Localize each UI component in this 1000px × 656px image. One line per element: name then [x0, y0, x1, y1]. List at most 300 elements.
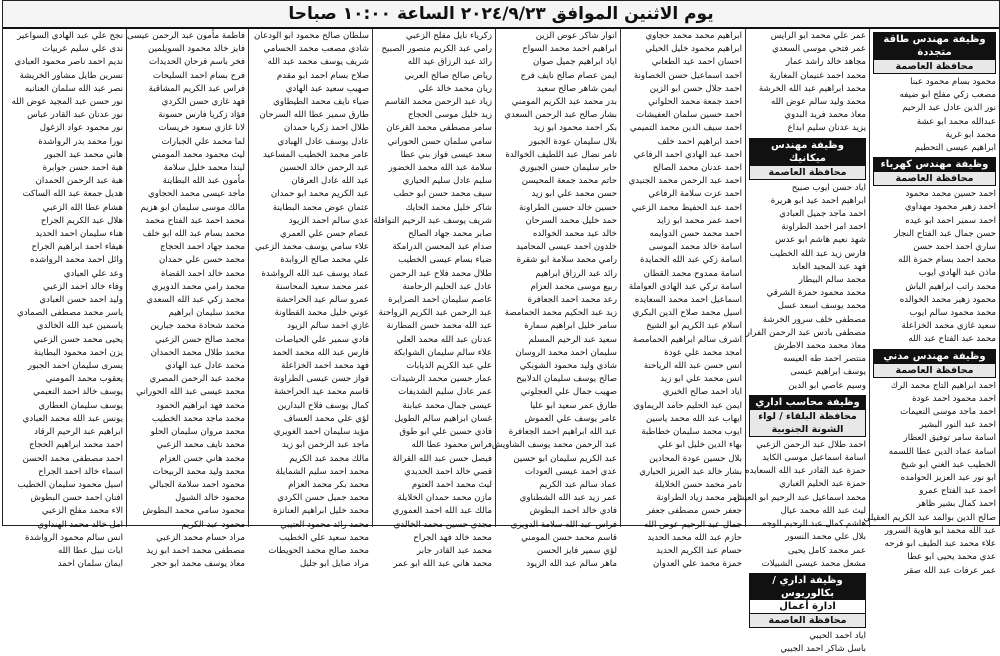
name-entry: عمر فتحي موسى السعدي: [772, 44, 866, 55]
names-list: [733, 439, 866, 571]
name-entry: طلال محمد فلاح عبد الرحمن: [389, 268, 492, 279]
name-entry: تامر نضال عبد اللطيف الخوالدة: [505, 149, 617, 160]
name-entry: نسرين طايل مشاور الخريشة: [19, 70, 123, 81]
name-entry: فادي سمير علي الحياصات: [275, 334, 369, 345]
job-governorate: محافظة العاصمة: [874, 59, 995, 73]
name-entry: لما محمد علي الجبارات: [161, 136, 245, 147]
name-entry: صهيب سعيد عبد الهادي: [285, 83, 369, 94]
name-entry: احسان احمد عيد الطعاني: [651, 57, 742, 68]
name-entry: عامر محمد الخطيب المساعيد: [262, 149, 369, 160]
name-entry: محمد جهاد احمد الحجاج: [160, 242, 245, 253]
document-page: [2, 0, 1000, 655]
name-entry: زياد عبد الرحمن محمد القاسم: [384, 97, 492, 108]
name-entry: حمزة محمد علي العدوان: [653, 559, 742, 570]
name-entry: فادي حسين علي ابو طوق: [399, 427, 492, 438]
name-entry: طلال احمد زكريا حمدان: [283, 123, 369, 134]
name-entry: محمود احمد سلامة الجبالي: [149, 479, 245, 490]
name-entry: يسرى سليمان احمد الجبور: [27, 361, 123, 372]
name-entry: ماجد عبد الرحمن ابو زيد: [281, 440, 369, 451]
name-entry: محمد ابو غرية: [945, 129, 996, 140]
name-entry: احمد محمد ابراهيم الحجاج: [28, 440, 123, 451]
name-entry: ياسر محمد مصطفى الصمادي: [17, 308, 123, 319]
name-entry: محمد محمود سالم ايوب: [909, 308, 996, 319]
name-entry: محمد عادل عبد الهادي: [164, 361, 245, 372]
name-entry: نور الدين عادل عبد الرحيم: [902, 103, 996, 114]
name-entry: مصعب زكي مفلح ابو ضيفه: [899, 90, 996, 101]
name-entry: تامر محمد حسن الخلايلة: [654, 479, 742, 490]
name-entry: فراس عبد الله سلامة الدويري: [510, 519, 617, 530]
name-entry: احمد طلال عبد الرحمن الزعبي: [756, 439, 866, 450]
name-entry: معاذ يوسف محمد ابو حجر: [151, 559, 245, 570]
page-header: [3, 1, 999, 29]
name-entry: محمد عبد القادر جابر: [416, 545, 492, 556]
names-list: [745, 182, 866, 393]
name-entry: فهد محمد احمد الخزاعلة: [281, 361, 369, 372]
name-entry: عمر عادل سليم الشديفات: [398, 387, 492, 398]
name-entry: عدي سالم احمد الزيود: [288, 215, 369, 226]
name-entry: هاشم كمال عبد الرحيم الوجه: [762, 519, 866, 530]
name-entry: زيد عبد الحكيم محمد الحمامصة: [504, 308, 617, 319]
name-entry: ماجد عيسى محمد الحجاوي: [147, 189, 245, 200]
name-entry: احمد زهير محمود مهداوي: [904, 202, 996, 213]
name-entry: محمد رائد محمود العتيبي: [280, 519, 369, 530]
name-entry: عبد الرحمن عبد الكريم الرواحنة: [378, 308, 492, 319]
names-list: [373, 30, 492, 571]
name-entry: هبة عبد الرحمن الحمدان: [35, 176, 123, 187]
job-box-admin-accountant: [749, 395, 866, 437]
name-entry: نور محمود عواد الزغول: [39, 123, 123, 134]
name-entry: عبد الكريم سليمان ابو حسين: [513, 453, 617, 464]
column-2: [733, 29, 869, 655]
name-entry: محمد نايف محمد الزعبي: [156, 440, 245, 451]
name-entry: احمد عمر محمد ابو زايد: [656, 215, 742, 226]
name-entry: ربيع موسى محمد العزام: [530, 281, 617, 292]
name-entry: محمد مروان سليمان الحلو: [150, 427, 245, 438]
name-entry: محمد صالح محمد الحويطات: [268, 545, 369, 556]
name-entry: امجد محمد علي عودة: [664, 347, 742, 358]
name-entry: وفاء خالد احمد الزعبي: [43, 281, 123, 292]
job-governorate: محافظة العاصمة: [874, 171, 995, 185]
name-entry: محمود سامي محمد البطوش: [142, 506, 245, 517]
name-entry: فارس عبد الله محمد الحمد: [272, 347, 369, 358]
name-entry: شادي مصعب محمد الحسامي: [263, 44, 369, 55]
name-entry: امل خالد محمد الهنداوي: [37, 519, 123, 530]
name-entry: حمد خليل محمد السرحان: [525, 215, 617, 226]
name-entry: فراس عبد الكريم المشاقبة: [148, 83, 245, 94]
name-entry: طارق سمير عطا الله السرحان: [259, 110, 369, 121]
name-entry: محمد احمد غنيمان المغارية: [769, 70, 866, 81]
name-entry: صدام عبد المحسن الدرامكة: [392, 242, 492, 253]
name-entry: محمد خالد فهد الجراح: [413, 532, 492, 543]
name-entry: بلال سليمان عودة الجبور: [528, 136, 617, 147]
name-entry: فهد غازي حسن الكردي: [161, 97, 245, 108]
name-entry: فاطمة مأمون عبد الرحمن عيسى: [127, 31, 245, 41]
name-entry: يوسف خالد احمد النعيمي: [33, 387, 123, 398]
name-entry: عبد الرحمن خالد الحسين: [279, 163, 369, 174]
name-entry: احمد سيف الدين محمد التميمي: [629, 123, 742, 134]
name-entry: اياد احمد الحيبي: [809, 630, 866, 641]
name-entry: محمد احمد عبد الفتاح محمد: [145, 215, 245, 226]
name-entry: احمد ابراهيم التاج محمد الرك: [890, 380, 996, 391]
name-entry: انس سالم محمود الرواشدة: [25, 532, 123, 543]
name-entry: اسامة خالد محمد الموسى: [648, 242, 742, 253]
name-entry: محمد بسام عبد الله ابو خلف: [142, 229, 245, 240]
name-entry: يزيد عدنان سليم ابداع: [787, 123, 866, 134]
name-entry: ابراهيم احمد محمد السواح: [522, 44, 617, 55]
name-entry: اشرف سالم ابراهيم الحمامصة: [632, 334, 742, 345]
name-entry: محمود زهير محمد الخوالده: [899, 294, 996, 305]
job-box-admin-bachelor: [749, 573, 866, 628]
name-entry: مالك موسى سليمان ابو هزيم: [140, 202, 245, 213]
name-entry: وليد احمد حسن العبادي: [39, 295, 123, 306]
name-entry: فواز حسن عيسى الطراونة: [273, 374, 369, 385]
job-box-mechanical: [749, 138, 866, 180]
name-entry: يعقوب محمد المومني: [45, 374, 123, 385]
name-entry: محمد هاني حسن العزام: [159, 453, 245, 464]
name-entry: الخطيب عبد الغني ابو شيخ: [900, 459, 996, 470]
name-entry: ريان محمد خالد علي: [418, 83, 492, 94]
name-entry: فؤاد زكريا فارس حسونة: [158, 110, 245, 121]
name-entry: ايات نبيل عطا الله: [57, 545, 123, 556]
name-entry: مالك عبد الله احمد العموري: [392, 506, 492, 517]
job-box-civil: [873, 349, 996, 378]
names-list: [873, 76, 996, 155]
name-entry: صابر محمد جهاد الصالح: [408, 229, 492, 240]
job-title: وظيفة مهندس مدني: [874, 350, 995, 363]
name-entry: يوسف سليمان العطاري: [38, 400, 123, 411]
name-entry: فخر باسم فرحان الحديدات: [148, 57, 245, 68]
name-entry: محمد عيسى عبد الله الحوراني: [136, 387, 245, 398]
names-list: [863, 380, 996, 578]
name-entry: اسامة ممدوح محمد القطان: [643, 268, 742, 279]
name-entry: محمد بكر محمد العزام: [288, 479, 369, 490]
job-specialty: ادارة أعمال: [779, 600, 836, 612]
name-entry: بدر محمد عبد الكريم المومني: [511, 97, 617, 108]
name-entry: محمد حسن علي حمدان: [159, 255, 245, 266]
name-entry: ثامر محمد زياد الطراونة: [656, 493, 742, 504]
name-entry: محمد سالم البيطار: [798, 275, 866, 286]
column-5: [372, 29, 495, 570]
name-entry: عمرو سالم عيد الحراحشة: [276, 295, 369, 306]
name-entry: محمد راتب ابراهيم الباش: [905, 281, 996, 292]
name-entry: محمد رامي محمد الدويري: [151, 281, 245, 292]
name-entry: فرح بسام احمد السليحات: [152, 70, 245, 81]
name-entry: علي عبد الكريم الذيابات: [406, 361, 492, 372]
name-entry: حازم عبد الله محمد الحديد: [647, 532, 742, 543]
name-entry: فيصل حسن عبد الله القرالة: [392, 453, 492, 464]
name-entry: احمد حسين محمد محمود: [905, 189, 996, 200]
name-entry: احمد جلال حسن ابو الزين: [649, 83, 742, 94]
name-entry: نورا محمد بدر الرواشدة: [38, 136, 123, 147]
name-entry: هلال عبد الكريم الجراح: [40, 215, 123, 226]
name-entry: اسلام عبد الكريم ابو الشيخ: [646, 321, 742, 332]
column-7: [126, 29, 248, 570]
name-entry: عمر محمد سعيد المحاسنة: [275, 281, 369, 292]
name-entry: محمد جميل حسن الكردي: [277, 493, 369, 504]
name-entry: سلطان صالح محمود ابو الودعان: [254, 31, 369, 41]
name-entry: رعد محمد احمد الجعافرة: [527, 295, 617, 306]
name-entry: وسيم عاصي ابو الدين: [788, 380, 866, 391]
job-governorate: محافظة العاصمة: [750, 165, 865, 179]
name-entry: هيفاء احمد ابراهيم الجراح: [31, 242, 123, 253]
name-entry: مصطفى محمد احمد ابو زيد: [146, 545, 245, 556]
name-entry: احمد امر احمد الطراونة: [781, 222, 866, 233]
name-entry: هاني محمد عيد الجبور: [44, 149, 123, 160]
name-entry: نديم احمد ناصر محمود العبادي: [14, 57, 123, 68]
name-entry: صهيب جمال علي العجلوني: [520, 387, 617, 398]
column-8: [3, 29, 126, 570]
name-entry: مراد صايل ابو جليل: [299, 559, 369, 570]
name-entry: صالح يوسف سليمان الدلابيح: [516, 374, 617, 385]
name-entry: نجح علي عبد الهادي السواعير: [17, 31, 123, 41]
name-entry: سامر خليل ابراهيم سمارة: [524, 321, 617, 332]
name-entry: نور عدنان عبد القادر عباس: [27, 110, 123, 121]
name-entry: سامي سلمان حسن الحوراني: [387, 136, 492, 147]
name-entry: عاصم سليمان احمد الصرايرة: [388, 295, 492, 306]
name-entry: اسامة تركي عبد الهادي العواملة: [628, 281, 742, 292]
name-entry: ايمن عبد الحليم حامد الريماوي: [633, 400, 742, 411]
name-entry: مأمون عبد الله البطاينة: [162, 176, 245, 187]
name-entry: محمد وليد محمد الربيحات: [152, 466, 245, 477]
name-entry: عمر محمد كامل يحيى: [787, 545, 866, 556]
name-entry: محمد شحادة محمد جبارين: [150, 321, 245, 332]
name-entry: ياسمين عبد الله الخالدي: [36, 321, 123, 332]
name-entry: فايز خالد محمود السويلمين: [148, 44, 245, 55]
name-entry: محمد خليل ابراهيم العنانزة: [273, 506, 369, 517]
name-entry: حسن محمد علي ابو زيد: [531, 189, 617, 200]
name-entry: ليندا محمد خليل سلامة: [163, 163, 245, 174]
name-entry: بكر احمد محمود ابو زيد: [533, 123, 617, 134]
name-entry: عبد الله عادل العرقان: [291, 176, 369, 187]
name-entry: هديل جمعة عبد الله الساكت: [22, 189, 123, 200]
name-entry: شادي وليد محمود الشوبكي: [519, 361, 617, 372]
name-entry: محمد عبد الرحمن المصري: [149, 374, 245, 385]
name-entry: شريف يوسف عبد الرحيم النوافلة: [373, 215, 492, 226]
name-entry: رامي عبد الكريم منصور الصبيح: [381, 44, 492, 55]
name-entry: قاسم محمد حسن المومني: [521, 532, 617, 543]
name-entry: عوني خليل محمد القطاونة: [274, 308, 369, 319]
name-entry: ليث محمود محمد المومني: [151, 149, 245, 160]
name-entry: احمد عبد الهادي احمد الرفاعي: [633, 149, 742, 160]
job-title: وظيفة مهندس كهرباء: [874, 158, 995, 171]
name-entry: حابر سليمان حسن الجبوري: [519, 163, 617, 174]
name-entry: مجاهد خالد راشد عمار: [785, 57, 866, 68]
name-entry: ايمن شاهر صالح سعيد: [536, 83, 617, 94]
name-entry: حسين خالد حسين الطراونة: [519, 202, 617, 213]
name-entry: مشعل محمد عيسى الشبيلات: [761, 558, 866, 569]
name-entry: اياد ابراهيم جميل صوان: [533, 57, 617, 68]
name-entry: ابراهيم عيسى التحطيم: [914, 143, 996, 154]
name-entry: انس حسن عبد الله الرياحنة: [643, 361, 742, 372]
name-entry: ابراهيم محمود خليل الحيلي: [645, 44, 742, 55]
name-entry: عماد يوسف عبد الله الرواشدة: [261, 268, 369, 279]
name-entry: سعيد غازي محمد الخزاعلة: [901, 321, 996, 332]
name-entry: صالح الدين بوالمد عبد الكريم العقيلي: [863, 512, 996, 523]
name-entry: اسماء خالد احمد الجراح: [38, 466, 123, 477]
name-entry: ليث محمد احمد العتوم: [411, 479, 492, 490]
name-entry: احمد عبد النور البشير: [919, 420, 996, 431]
name-entry: محمود خالد الشبول: [175, 493, 245, 504]
name-entry: محمد خالد احمد القضاة: [161, 268, 245, 279]
name-entry: احمد كمال بشير ظاهر: [916, 499, 996, 510]
name-entry: لؤي سمير فايز الحسن: [536, 545, 617, 556]
name-entry: يزن احمد محمود البطاينة: [33, 347, 123, 358]
name-entry: علي محمد صالح الروابدة: [280, 255, 369, 266]
name-entry: طارق عمر سعيد ابو عليا: [530, 400, 617, 411]
name-entry: محمد سليمان ابراهيم: [168, 308, 245, 319]
name-entry: اياد احمد صالح الخيري: [662, 387, 742, 398]
job-box-renewable-energy: [873, 32, 996, 74]
names-list: [624, 30, 742, 571]
name-entry: رائد عبد الرزاق ابراهيم: [535, 268, 617, 279]
name-entry: ابراهيم محمد محمد حجاوي: [645, 31, 742, 41]
name-entry: عدي احمد عيسى العودات: [524, 466, 617, 477]
name-entry: عصام حسن علي العمري: [280, 229, 369, 240]
name-entry: عبدالله محمد ابو عشة: [916, 116, 996, 127]
name-entry: علاء محمد عبد الطيف ابو فرحه: [884, 539, 996, 550]
name-entry: محمد محمود حمزة الشرقي: [766, 288, 866, 299]
name-entry: مؤيد سليمان احمد الغويري: [273, 427, 369, 438]
name-entry: ضياء بسام عيسى الخطيب: [398, 255, 492, 266]
name-entry: سليمان احمد محمد الروسان: [515, 347, 617, 358]
name-entry: حسن جمال عبد الفتاح النجار: [894, 228, 996, 239]
name-entry: ندى علي سليم عربيات: [42, 44, 123, 55]
name-entry: بهاء الدين خليل ابو علي: [657, 440, 742, 451]
name-entry: محمد ابراهيم عبد الله الخرشة: [758, 83, 866, 94]
name-entry: محمد ماجد محمد الخطيب: [151, 413, 245, 424]
name-entry: اسامة زكي عبد الله الحمايدة: [640, 255, 742, 266]
name-entry: احمد ماجد جميل العبادي: [779, 209, 866, 220]
name-entry: سعد عيسى فواز بني عطا: [400, 149, 492, 160]
name-entry: فارس زيد عبد الله الخطيب: [769, 248, 866, 259]
name-entry: سيف محمد حسن ابو حطب: [393, 189, 492, 200]
name-entry: ماهر سالم عبد الله الزيود: [526, 559, 617, 570]
name-entry: مجدي حسين محمد الخالدي: [393, 519, 492, 530]
name-entry: جمال عبد الرحيم عوض الله: [643, 519, 742, 530]
name-entry: عامر يوسف علي العموش: [524, 413, 617, 424]
job-governorate: محافظة العاصمة: [874, 363, 995, 377]
name-entry: بلال علي محمد النسور: [785, 532, 866, 543]
name-entry: اسامة سامر توفيق العطار: [903, 433, 996, 444]
name-entry: نور حسن عبد المجيد عوض الله: [11, 97, 123, 108]
name-entry: محمد عبد الفتاح عبد الله: [908, 334, 996, 345]
name-entry: ايهاب عبد الله محمد ياسين: [645, 413, 742, 424]
name-entry: اسامة اسماعيل موسى الكايد: [762, 453, 866, 464]
name-entry: شاكر خليل محمد الحايك: [405, 202, 492, 213]
name-entry: عمر علي محمد ابو الرايس: [770, 31, 866, 41]
name-entry: ايمن عصام صالح نايف فرج: [520, 70, 617, 81]
column-3: [620, 29, 745, 570]
name-entry: ليث عبد الله محمد عيال: [780, 505, 866, 516]
name-entry: احمد عبد الحفيظ محمد الزعبي: [631, 202, 742, 213]
name-entry: محمد يوسف اسعد عسل: [777, 301, 866, 312]
name-entry: انوار شاكر عوض الزين: [535, 31, 617, 41]
name-entry: سليم عادل سليم الحياري: [402, 176, 492, 187]
name-entry: ابراهيم عبد الرحيم الرقاد: [34, 427, 123, 438]
name-entry: علاء سالم سليمان الشوابكة: [393, 347, 492, 358]
job-box-electrical: [873, 157, 996, 186]
names-list: [749, 30, 866, 136]
name-entry: فراس محمود عطا الله: [411, 440, 492, 451]
name-entry: بشار صالح عبد الرحمن السعدي: [504, 110, 617, 121]
name-entry: اسماعيل احمد محمد السعايده: [634, 295, 742, 306]
name-entry: رياض صالح صالح العربي: [404, 70, 492, 81]
name-entry: حاتم محمد جمعة المحيسن: [521, 176, 617, 187]
column-1: [863, 29, 999, 576]
name-entry: عدي محمد يحيى ابو عطا: [907, 552, 996, 563]
names-list: [749, 630, 866, 656]
name-entry: يونس عبد الله محمد العبادي: [22, 413, 123, 424]
name-entry: ايمان سلمان احمد: [57, 559, 123, 570]
column-6: [248, 29, 372, 570]
name-entry: افنان احمد حسن البطوش: [30, 493, 123, 504]
name-entry: عبد الكريم محمد ابو حمدان: [270, 189, 369, 200]
name-entry: احمد جمعة محمد الحلواني: [648, 97, 742, 108]
name-entry: احمد اسماعيل حسن الخصاونة: [633, 70, 742, 81]
name-entry: احمد ماجد موسى النعيمات: [900, 407, 996, 418]
names-list: [873, 188, 996, 346]
name-entry: هناء سليمان احمد الحديد: [35, 229, 123, 240]
name-entry: احمد محمود احمد عودة: [912, 393, 996, 404]
name-entry: بشار خالد عبد العزيز الحياري: [639, 466, 742, 477]
job-governorate: محافظة البلقاء / لواء الشونة الجنوبية: [750, 409, 865, 436]
name-entry: محمود عبد الكريم: [181, 519, 245, 530]
name-entry: محمود بسام محمود عبنا: [910, 77, 996, 87]
name-entry: احمد سمير احمد ابو عيده: [905, 215, 996, 226]
name-entry: ابراهيم احمد عيد ابو هريرة: [770, 195, 866, 206]
name-entry: زكرياء نايل مفلح الزعبي: [405, 31, 492, 41]
name-entry: احمد عدنان محمد الصالح: [652, 163, 742, 174]
name-entry: ايوب محمد سليمان خطاطبة: [641, 427, 742, 438]
name-entry: محمد صالح حسن الزعبي: [154, 334, 245, 345]
name-entry: مازن محمد حمدان الخلايلة: [397, 493, 492, 504]
name-entry: لانا غازي سعود خريسات: [158, 123, 245, 134]
name-entry: فادي خالد احمد البطوش: [529, 506, 617, 517]
name-entry: قصي خالد احمد الحديدي: [404, 466, 492, 477]
name-entry: ضياء نايف محمد الطيطاوي: [273, 97, 369, 108]
name-entry: عمار حسين محمد الرشيدات: [390, 374, 492, 385]
name-entry: محمد فهد ابراهيم الحمود: [156, 400, 245, 411]
name-entry: اسيل محمود سليمان الخطيب: [17, 479, 123, 490]
name-entry: شهد نعيم هاشم ابو عدس: [775, 235, 866, 246]
name-entry: غازي احمد سالم الزيود: [287, 321, 369, 332]
name-entry: عمر زيد عبد الله الشطناوي: [519, 493, 617, 504]
name-entry: محمد اسماعيل عبد الرحيم ابو العيش: [733, 492, 866, 503]
name-entry: عماد سالم عبد الكريم: [539, 479, 617, 490]
columns-container: [3, 29, 999, 655]
name-entry: فهد عبد المجيد العابد: [791, 261, 866, 272]
job-title: وظيفة مهندس ميكانيك: [750, 139, 865, 165]
name-entry: مراد حسام محمد الزعبي: [156, 532, 245, 543]
name-entry: يحيى محمد حسن الزعبي: [33, 334, 123, 345]
name-entry: ساري احمد احمد حسن: [913, 242, 996, 253]
name-entry: غسان ابراهيم سالم الطويل: [394, 413, 492, 424]
name-entry: محمد طلال محمد الحمدان: [150, 347, 245, 358]
name-entry: كمال يوسف فلاح البدارين: [277, 400, 369, 411]
name-entry: يوسف ابراهيم عيسى: [790, 367, 866, 378]
name-entry: اسيل محمد صلاح الدين البكري: [632, 308, 742, 319]
name-entry: عادل عبد الحليم الرحامنة: [402, 281, 492, 292]
name-entry: مصطفى بادس عبد الرحمن الفرار: [745, 327, 866, 338]
name-entry: عبد الله محمد ابو هاوية السرور: [884, 525, 996, 536]
name-entry: وعد علي العيادي: [63, 268, 123, 279]
job-title: وظيفة مهندس طاقة متجددة: [874, 33, 995, 59]
job-title: وظيفة اداري /بكالوريوس: [750, 574, 865, 600]
name-entry: باسل شاكر احمد الجيبي: [780, 644, 866, 655]
name-entry: لؤي علي محمد العساف: [283, 413, 369, 424]
name-entry: عبد الله محمد حسن المطارنة: [386, 321, 492, 332]
name-entry: رائد عبد الرزاق عيد الله: [407, 57, 492, 68]
